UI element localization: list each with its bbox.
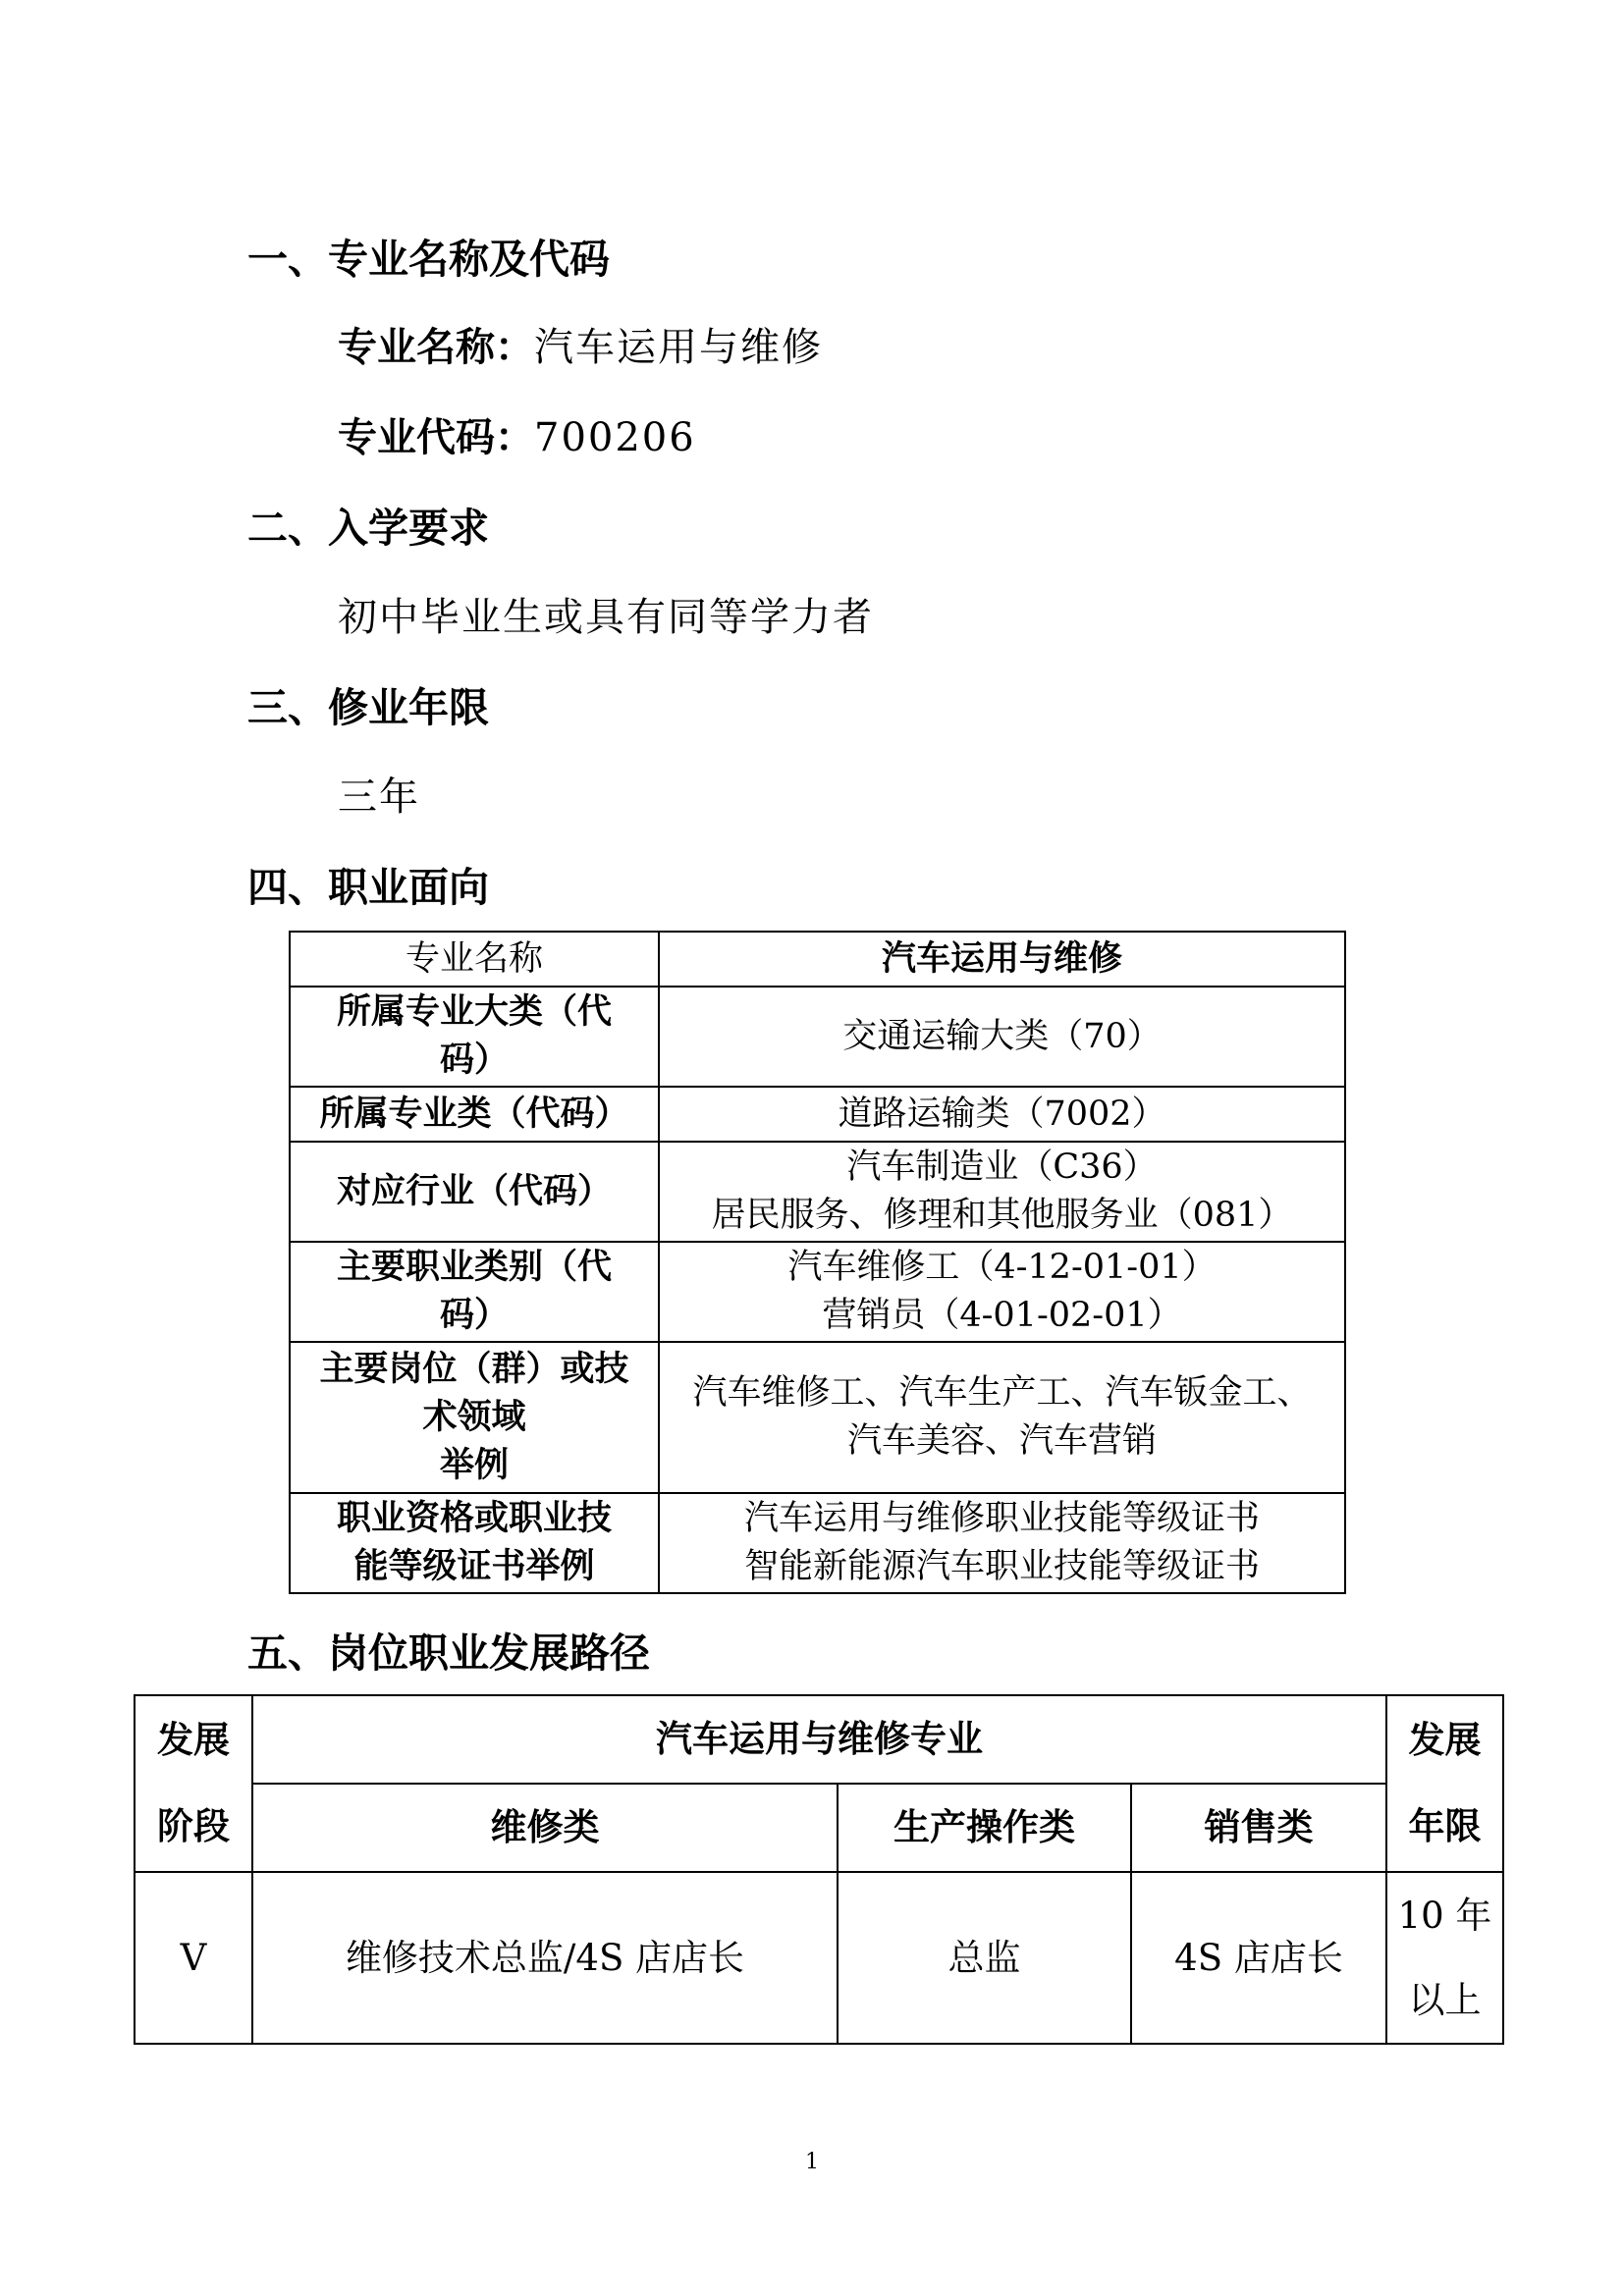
table-row: [290, 1342, 1345, 1493]
table-row: [290, 1242, 1345, 1342]
repair-column-header: 维修类: [252, 1784, 838, 1872]
header-value-cell: 汽车运用与维修: [659, 932, 1345, 987]
table-row: [290, 1087, 1345, 1142]
years-header-cell: 发展 年限: [1386, 1695, 1503, 1872]
row-value-cell: 道路运输类（7002）: [659, 1087, 1345, 1142]
major-code-value: 700206: [534, 415, 696, 460]
row-key-cell: 所属专业类（代码）: [290, 1087, 659, 1142]
sales-cell: 4S 店店长: [1131, 1872, 1386, 2044]
table-row: [135, 1784, 1503, 1872]
section-1-title: 一、专业名称及代码: [247, 236, 610, 283]
major-name-line: [338, 325, 823, 370]
stage-header-cell: 发展 阶段: [135, 1695, 252, 1872]
header-key-cell: 专业名称: [290, 932, 659, 987]
table-row: [290, 1142, 1345, 1242]
row-key-cell: 所属专业大类（代 码）: [290, 987, 659, 1087]
section-2-title: 二、入学要求: [247, 505, 489, 552]
row-value-cell: 汽车制造业（C36） 居民服务、修理和其他服务业（081）: [659, 1142, 1345, 1242]
row-key-cell: 主要岗位（群）或技 术领域 举例: [290, 1342, 659, 1493]
table-row: [290, 932, 1345, 987]
stage-cell: V: [135, 1872, 252, 2044]
table-row: [135, 1695, 1503, 1784]
page-number: 1: [805, 2150, 819, 2174]
section-5-title: 五、岗位职业发展路径: [247, 1629, 650, 1677]
major-name-value: 汽车运用与维修: [534, 325, 823, 370]
row-value-cell: 交通运输大类（70）: [659, 987, 1345, 1087]
row-value-cell: 汽车维修工（4-12-01-01） 营销员（4-01-02-01）: [659, 1242, 1345, 1342]
repair-cell: 维修技术总监/4S 店店长: [252, 1872, 838, 2044]
table-row: [135, 1872, 1503, 2044]
years-cell: 10 年 以上: [1386, 1872, 1503, 2044]
sales-column-header: 销售类: [1131, 1784, 1386, 1872]
row-key-cell: 对应行业（代码）: [290, 1142, 659, 1242]
admission-text: 初中毕业生或具有同等学力者: [338, 595, 874, 640]
row-value-cell: 汽车维修工、汽车生产工、汽车钣金工、 汽车美容、汽车营销: [659, 1342, 1345, 1493]
major-code-label: 专业代码：: [338, 415, 534, 460]
career-path-table: [134, 1694, 1504, 2045]
row-value-cell: 汽车运用与维修职业技能等级证书 智能新能源汽车职业技能等级证书: [659, 1493, 1345, 1593]
row-key-cell: 主要职业类别（代 码）: [290, 1242, 659, 1342]
major-header-cell: 汽车运用与维修专业: [252, 1695, 1386, 1784]
section-4-title: 四、职业面向: [247, 864, 489, 911]
row-key-cell: 职业资格或职业技 能等级证书举例: [290, 1493, 659, 1593]
major-code-line: [338, 415, 696, 460]
section-3-title: 三、修业年限: [247, 684, 489, 731]
production-column-header: 生产操作类: [838, 1784, 1131, 1872]
production-cell: 总监: [838, 1872, 1131, 2044]
major-name-label: 专业名称：: [338, 325, 534, 370]
table-row: [290, 987, 1345, 1087]
table-row: [290, 1493, 1345, 1593]
career-orientation-table: [289, 931, 1346, 1594]
duration-text: 三年: [338, 774, 420, 820]
